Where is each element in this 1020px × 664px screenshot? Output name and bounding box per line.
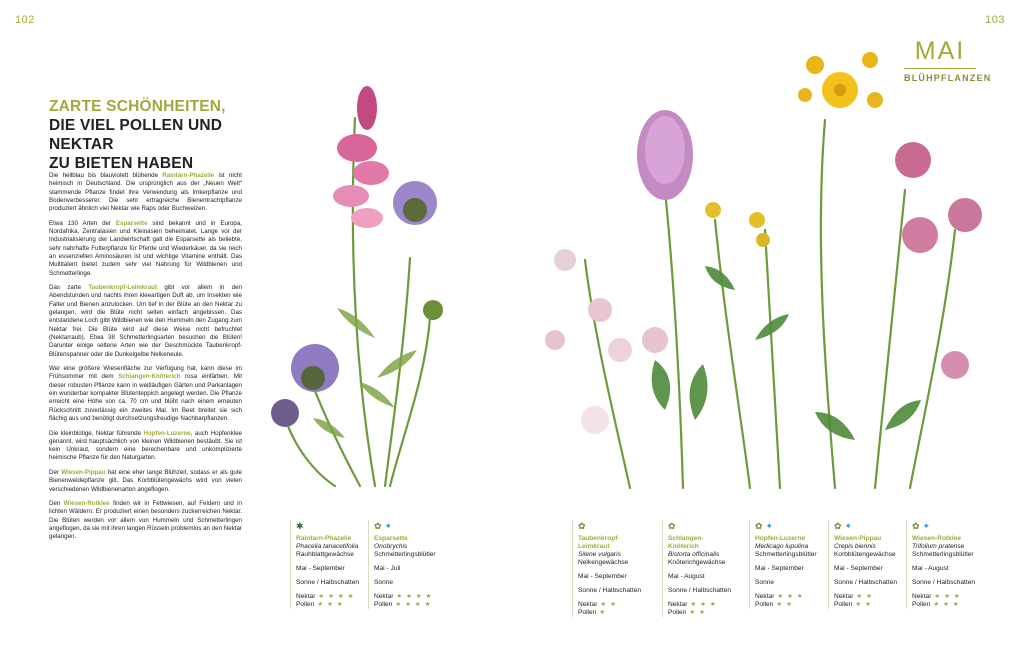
pippau-flower <box>798 52 883 108</box>
nektar-label: Nektar <box>834 593 854 600</box>
honeybee-icon: ✿ <box>668 520 676 531</box>
headline <box>49 97 269 173</box>
plant-card <box>290 520 362 609</box>
star-rating: ★ ★ <box>856 593 874 600</box>
card-icons <box>374 520 440 532</box>
nektar-rating <box>578 601 644 609</box>
paragraph <box>49 500 242 541</box>
paragraph <box>49 172 242 213</box>
nektar-label: Nektar <box>296 593 316 600</box>
headline-line-1: ZARTE SCHÖNHEITEN, <box>49 98 226 115</box>
plant-card <box>662 520 734 617</box>
light-requirement: Sonne / Halbschatten <box>912 579 976 586</box>
plant-name: Wiesen-Rotklee <box>912 535 962 542</box>
plant-leaf-icon: ✱ <box>296 520 304 531</box>
honeybee-icon: ✿ <box>374 520 382 531</box>
pollen-rating <box>668 609 734 617</box>
card-icons <box>834 520 900 532</box>
light-requirement: Sonne <box>374 579 394 586</box>
plant-highlight: Taubenkropf-Leimkraut <box>88 284 158 292</box>
paragraph-text: Den <box>49 500 64 508</box>
star-rating: ★ ★ <box>855 601 872 608</box>
plant-highlight: Wiesen-Pippau <box>61 468 106 476</box>
paragraph-text: Wer eine größere Wiesenfläche zur Verfügung hat, kann diese im Frühsommer mit dem <box>49 365 242 381</box>
pollen-label: Pollen <box>296 601 315 608</box>
nektar-label: Nektar <box>912 593 932 600</box>
star-rating: ★ ★ ★ <box>934 593 961 600</box>
plant-highlight: Wiesen-Rotklee <box>63 500 110 508</box>
star-rating: ★ ★ ★ ★ <box>318 593 355 600</box>
bloom-period: Mai - September <box>578 573 627 580</box>
pollen-label: Pollen <box>755 601 774 608</box>
card-icons <box>296 520 362 532</box>
paragraph-text: finden wir in Fettwiesen, auf Feldern und in lichten Wäldern. Er produziert einen besonders zuckerreichen Nektar. Die Blüten werden vor allem von Hummeln und Schmetterlingen angeflogen, da sie mit ihren langen Rüsseln problemlos an den Nektar gelangen. <box>49 500 242 541</box>
star-rating: ★ ★ <box>689 609 706 616</box>
pollen-label: Pollen <box>374 601 393 608</box>
plant-family: Nelkengewächse <box>578 559 629 566</box>
pollen-label: Pollen <box>912 601 931 608</box>
flower-photo-right <box>525 40 995 490</box>
month-title: MAI <box>914 37 966 65</box>
pollen-label: Pollen <box>668 609 687 616</box>
star-rating: ★ ★ <box>776 601 793 608</box>
plant-highlight: Hopfen-Luzerne <box>143 429 191 437</box>
star-rating: ★ <box>599 609 607 616</box>
plant-name: Rainfarn-Phazelie <box>296 535 352 542</box>
bloom-period: Mai - August <box>912 565 949 572</box>
plant-family: Schmetterlingsblütler <box>374 551 436 558</box>
esparsette-flower <box>333 86 389 228</box>
plant-card <box>368 520 440 609</box>
plant-card <box>828 520 900 609</box>
star-rating: ★ ★ <box>600 601 618 608</box>
bloom-period: Mai - September <box>755 565 804 572</box>
plant-latin-name: Onobrychis <box>374 543 408 550</box>
plant-latin-name: Phacelia tanacetifolia <box>296 543 359 550</box>
plant-family: Rauhblattgewächse <box>296 551 354 558</box>
plant-card <box>749 520 821 609</box>
star-rating: ★ ★ ★ ★ <box>396 593 433 600</box>
paragraph-text: Etwa 130 Arten der <box>49 219 116 227</box>
page-number-right: 103 <box>985 14 1005 26</box>
plant-name: Wiesen-Pippau <box>834 535 882 542</box>
paragraph-text: gibt vor allem in den Abendstunden und nachts ihren kleeartigen Duft ab, um Insekten wie Falter und Bienen anzulocken. Um tief in der Blüte an den Nektar zu gelangen, wird die Blüte nicht selten einfach angebissen. Das entstandene Loch gibt Wildbienen wie den Hummeln den Zugang zum Nektar frei. Die Blüte wird auf diese Weise nicht befruchtet (Nektarraub). Etwa 38 Schmetterlingsarten besuchen die Blüten! Darunter einige seltene Arten wie der Geschmückte Taubenkropf-Blütenspanner oder die Dunkelgelbe Nelkeneule. <box>49 284 242 358</box>
plant-latin-name: Medicago lupulina <box>755 543 809 550</box>
paragraph-text: hat eine eher lange Blühzeit, sodass er als gute Bienenweidepflanze gilt. Das Korbblütengewächs wird von vielen verschiedenen Wildbienenarten angeflogen. <box>49 468 242 493</box>
paragraph-text: sind bekannt und in Europa, Nordafrika, Zentralasien und Kleinasien beheimatet. Lange vor der Industrialisierung der Landwirtschaft galt die Esparsette als beliebte, sehr nahrhafte Futterpflanze für Pferde und Wiederkäuer, da sie reich an essenziellen Aminosäuren ist und wichtige Vitamine enthält. Das Multitalent bietet zudem sehr viel Nahrung für Wildbienen und Schmetterlinge. <box>49 219 242 277</box>
leimkraut-flower <box>545 249 668 434</box>
wildbee-icon: ✦ <box>765 520 774 531</box>
nektar-rating <box>834 593 900 601</box>
pollen-rating <box>296 601 362 609</box>
honeybee-icon: ✿ <box>912 520 920 531</box>
pollen-rating <box>834 601 900 609</box>
plant-name: Schlangen-Knöterich <box>668 535 704 550</box>
light-requirement: Sonne / Halbschatten <box>296 579 360 586</box>
plant-name: Taubenkropf-Leimkraut <box>578 535 620 550</box>
knoeterich-flower <box>637 110 693 200</box>
star-rating: ★ ★ ★ <box>933 601 960 608</box>
nektar-rating <box>912 593 978 601</box>
card-icons <box>755 520 821 532</box>
light-requirement: Sonne / Halbschatten <box>578 587 642 594</box>
page-number-left: 102 <box>15 14 35 26</box>
plant-latin-name: Bistorta officinalis <box>668 551 720 558</box>
paragraph <box>49 469 242 494</box>
headline-line-2: DIE VIEL POLLEN UND NEKTAR <box>49 117 223 153</box>
plant-family: Schmetterlingsblütler <box>755 551 817 558</box>
bloom-period: Mai - September <box>296 565 345 572</box>
honeybee-icon: ✿ <box>834 520 842 531</box>
bloom-period: Mai - August <box>668 573 705 580</box>
honeybee-icon: ✿ <box>755 520 763 531</box>
bloom-period: Mai - September <box>834 565 883 572</box>
pollen-rating <box>578 609 644 617</box>
star-rating: ★ ★ ★ <box>690 601 717 608</box>
paragraph <box>49 284 242 359</box>
paragraph-text: ist nicht heimisch in Deutschland. Die ursprünglich aus der „Neuen Welt“ stammende Pflanze findet ihre Verwendung als Imkerpflanze und Bodenverbesserer. Die sehr ertragreiche Bienentrachtpflanze produziert ähnlich viel Nektar wie Raps oder Buchweizen. <box>49 172 242 213</box>
wildbee-icon: ✦ <box>922 520 931 531</box>
wildbee-icon: ✦ <box>844 520 853 531</box>
light-requirement: Sonne / Halbschatten <box>834 579 898 586</box>
paragraph <box>49 220 242 278</box>
light-requirement: Sonne / Halbschatten <box>668 587 732 594</box>
plant-latin-name: Silene vulgaris <box>578 551 621 558</box>
plant-family: Korbblütengewächse <box>834 551 896 558</box>
paragraph-text: Das zarte <box>49 284 89 292</box>
plant-family: Schmetterlingsblütler <box>912 551 974 558</box>
pollen-rating <box>374 601 440 609</box>
plant-name: Esparsette <box>374 535 408 542</box>
wildbee-icon: ✦ <box>384 520 393 531</box>
nektar-label: Nektar <box>578 601 598 608</box>
nektar-label: Nektar <box>668 601 688 608</box>
honeybee-icon: ✿ <box>578 520 586 531</box>
paragraph-text: , auch Hopfenklee genannt, wird hauptsächlich von kleinen Wildbienen bestäubt. Sie ist kein Unkraut, sondern eine berechenbare und unkomplizierte heimische Pflanze für den Naturgarten. <box>49 429 242 462</box>
nektar-label: Nektar <box>374 593 394 600</box>
paragraph <box>49 365 242 423</box>
plant-card <box>572 520 644 617</box>
star-rating: ★ ★ ★ <box>317 601 344 608</box>
nektar-rating <box>755 593 821 601</box>
card-icons <box>578 520 644 532</box>
headline-line-3: ZU BIETEN HABEN <box>49 155 194 172</box>
plant-latin-name: Trifolium pratense <box>912 543 965 550</box>
nektar-rating <box>668 601 734 609</box>
flower-photo-left <box>255 78 480 490</box>
plant-card <box>906 520 978 609</box>
month-subtitle: BLÜHPFLANZEN <box>904 73 992 83</box>
card-icons <box>912 520 978 532</box>
pollen-label: Pollen <box>578 609 597 616</box>
bloom-period: Mai - Juli <box>374 565 401 572</box>
star-rating: ★ ★ ★ <box>777 593 804 600</box>
plant-highlight: Esparsette <box>115 219 148 227</box>
plant-latin-name: Crepis biennis <box>834 543 876 550</box>
plant-highlight: Schlangen-Knöterich <box>118 373 181 381</box>
body-text <box>49 172 242 548</box>
star-rating: ★ ★ ★ ★ <box>395 601 432 608</box>
paragraph <box>49 430 242 463</box>
paragraph-text: rosa einfärben. Mit dieser robusten Pflanze kann in weitläufigen Gärten und Parkanlagen ein wunderbar kompakter Blütenteppich angelegt werden. Die Pflanze erreicht eine Höhe von ca. 70 cm und blüht nach einem erneuten Rückschnitt zuverlässig ein zweites Mal. Im Beet breitet sie sich flächig aus und benötigt durchsetzungsfreudige Nachbarpflanzen. <box>49 373 242 422</box>
pollen-rating <box>755 601 821 609</box>
nektar-rating <box>374 593 440 601</box>
paragraph-text: Der <box>49 468 62 476</box>
card-icons <box>668 520 734 532</box>
plant-family: Knöterichgewächse <box>668 559 726 566</box>
paragraph-text: Die kleinblütige, Nektar führende <box>49 429 144 437</box>
pollen-rating <box>912 601 978 609</box>
paragraph-text: Die hellblau bis blauviolett blühende <box>49 172 163 179</box>
nektar-rating <box>296 593 362 601</box>
light-requirement: Sonne <box>755 579 775 586</box>
plant-highlight: Rainfarn-Phazelie <box>162 172 215 179</box>
pollen-label: Pollen <box>834 601 853 608</box>
plant-name: Hopfen-Luzerne <box>755 535 806 542</box>
nektar-label: Nektar <box>755 593 775 600</box>
